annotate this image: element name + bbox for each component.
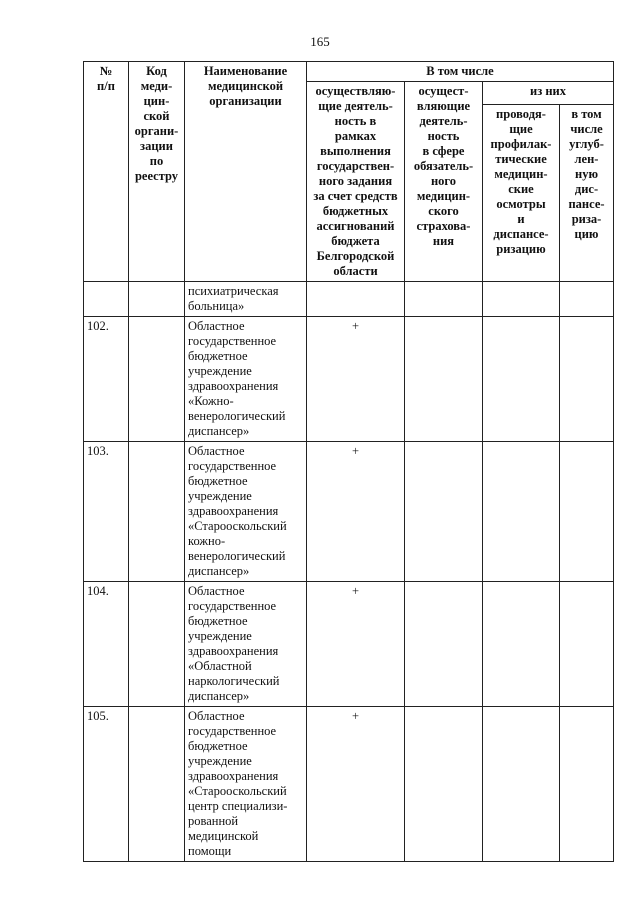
page-number: 165 <box>310 34 330 49</box>
row-num: 104. <box>84 582 129 707</box>
row-oms <box>405 317 483 442</box>
row-in-depth <box>560 442 614 582</box>
row-in-depth <box>560 282 614 317</box>
header-in-total: В том числе <box>307 62 614 82</box>
row-num: 105. <box>84 707 129 862</box>
row-code <box>129 317 185 442</box>
header-in-depth: в том числе углуб- лен- ную дис- пансе- риза- цию <box>560 104 614 281</box>
header-preventive: проводя- щие профилак- тические медицин- ские осмотры и диспансе- ризацию <box>483 104 560 281</box>
table-row <box>84 282 614 317</box>
table-row <box>84 582 614 707</box>
row-in-depth <box>560 707 614 862</box>
row-budget <box>307 282 405 317</box>
row-code <box>129 442 185 582</box>
header-num: № п/п <box>84 62 129 282</box>
row-budget: + <box>307 707 405 862</box>
table-row <box>84 707 614 862</box>
row-num: 102. <box>84 317 129 442</box>
header-of-them: из них <box>483 82 614 105</box>
header-oms: осущест- вляющие деятель- ность в сфере обязатель- ного медицин- ского страхова- ния <box>405 82 483 282</box>
row-preventive <box>483 442 560 582</box>
row-name: психиатрическая больница» <box>185 282 307 317</box>
row-num: 103. <box>84 442 129 582</box>
row-oms <box>405 582 483 707</box>
row-oms <box>405 282 483 317</box>
row-budget: + <box>307 317 405 442</box>
row-code <box>129 282 185 317</box>
row-budget: + <box>307 582 405 707</box>
row-preventive <box>483 582 560 707</box>
row-code <box>129 707 185 862</box>
row-code <box>129 582 185 707</box>
header-code: Код меди- цин- ской органи- зации по реестру <box>129 62 185 282</box>
row-num <box>84 282 129 317</box>
row-preventive <box>483 317 560 442</box>
row-oms <box>405 707 483 862</box>
row-in-depth <box>560 582 614 707</box>
row-name: Областное государственное бюджетное учреждение здравоохранения «Старооскольский кожно- венерологический диспансер» <box>185 442 307 582</box>
row-oms <box>405 442 483 582</box>
header-budget: осуществляю- щие деятель- ность в рамках выполнения государствен- ного задания за счет средств бюджетных ассигнований бюджета Белгородской области <box>307 82 405 282</box>
organizations-table <box>83 61 614 862</box>
row-preventive <box>483 707 560 862</box>
table-row <box>84 317 614 442</box>
row-name: Областное государственное бюджетное учреждение здравоохранения «Старооскольский центр специализи- рованной медицинской помощи <box>185 707 307 862</box>
table-row <box>84 442 614 582</box>
row-in-depth <box>560 317 614 442</box>
row-budget: + <box>307 442 405 582</box>
header-name: Наименование медицинской организации <box>185 62 307 282</box>
row-name: Областное государственное бюджетное учреждение здравоохранения «Кожно- венерологический диспансер» <box>185 317 307 442</box>
row-preventive <box>483 282 560 317</box>
row-name: Областное государственное бюджетное учреждение здравоохранения «Областной наркологический диспансер» <box>185 582 307 707</box>
